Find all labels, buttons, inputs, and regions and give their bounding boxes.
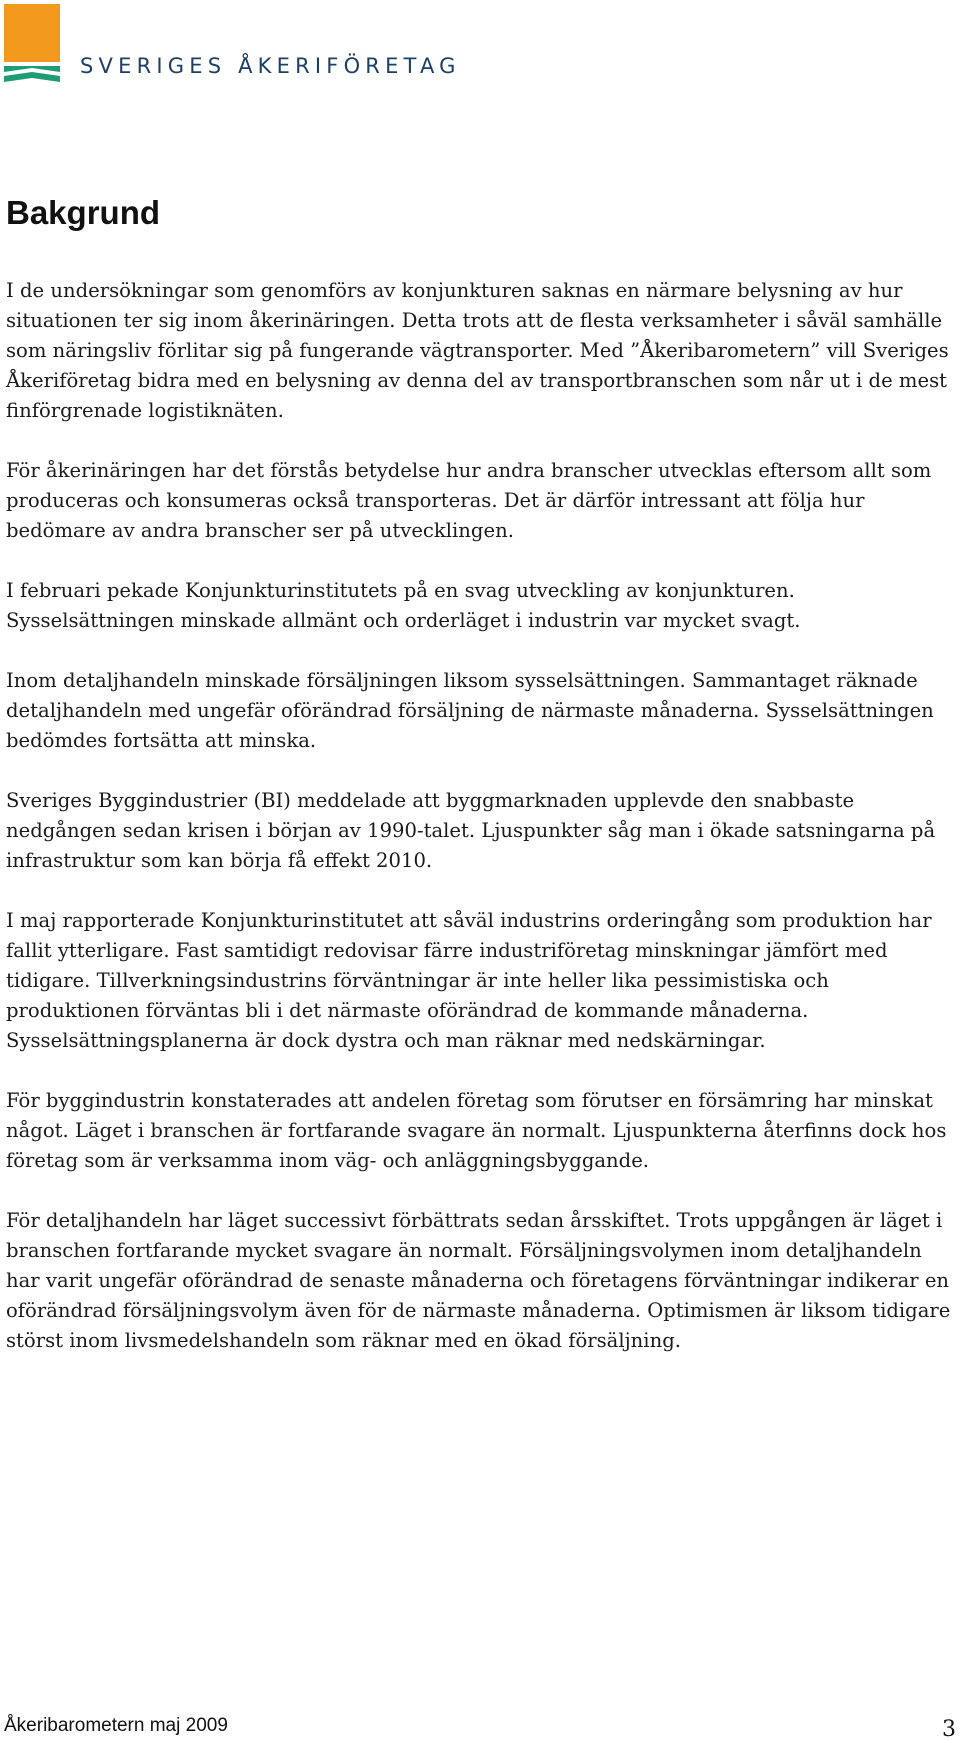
body-text <box>6 276 956 1386</box>
page-number: 3 <box>942 1717 956 1742</box>
paragraph: Inom detaljhandeln minskade försäljningen liksom sysselsättningen. Sammantaget räknade detaljhandeln med ungefär oförändrad försäljning de närmaste månaderna. Sysselsättningen bedömdes fortsätta att minska. <box>6 669 934 752</box>
section-title: Bakgrund <box>6 194 161 231</box>
paragraph: I februari pekade Konjunkturinstitutets på en svag utveckling av konjunkturen. Sysselsättningen minskade allmänt och orderläget i industrin var mycket svagt. <box>6 579 801 632</box>
paragraph: För åkerinäringen har det förstås betydelse hur andra branscher utvecklas eftersom allt som produceras och konsumeras också transporteras. Det är därför intressant att följa hur bedömare av andra branscher ser på utvecklingen. <box>6 459 932 542</box>
paragraph: Sveriges Byggindustrier (BI) meddelade att byggmarknaden upplevde den snabbaste nedgången sedan krisen i början av 1990-talet. Ljuspunkter såg man i ökade satsningarna på infrastruktur som kan börja få effekt 2010. <box>6 789 936 872</box>
logo <box>4 4 461 82</box>
paragraph: I maj rapporterade Konjunkturinstitutet att såväl industrins orderingång som produktion har fallit ytterligare. Fast samtidigt redovisar färre industriföretag minskningar jämfört med tidigare. Tillverkningsindustrins förväntningar är inte heller lika pessimistiska och produktionen förväntas bli i det närmaste oförändrad de kommande månaderna. Sysselsättningsplanerna är dock dystra och man räknar med nedskärningar. <box>6 909 932 1052</box>
paragraph: För detaljhandeln har läget successivt förbättrats sedan årsskiftet. Trots uppgången är läget i branschen fortfarande mycket svagare än normalt. Försäljningsvolymen inom detaljhandeln har varit ungefär oförändrad de senaste månaderna och företagens förväntningar indikerar en oförändrad försäljningsvolym även för de närmaste månaderna. Optimismen är liksom tidigare störst inom livsmedelshandeln som räknar med en ökad försäljning. <box>6 1209 951 1352</box>
paragraph: För byggindustrin konstaterades att andelen företag som förutser en försämring har minskat något. Läget i branschen är fortfarande svagare än normalt. Ljuspunkterna återfinns dock hos företag som är verksamma inom väg- och anläggningsbyggande. <box>6 1089 947 1172</box>
logo-mark-icon <box>4 4 60 82</box>
brand-name: SVERIGES ÅKERIFÖRETAG <box>80 54 461 78</box>
footer-publication: Åkeribarometern maj 2009 <box>4 1715 228 1736</box>
paragraph: I de undersökningar som genomförs av konjunkturen saknas en närmare belysning av hur situationen ter sig inom åkerinäringen. Detta trots att de flesta verksamheter i såväl samhälle som näringsliv förlitar sig på fungerande vägtransporter. Med ”Åkeribarometern” vill Sveriges Åkeriföretag bidra med en belysning av denna del av transportbranschen som når ut i de mest finförgrenade logistiknäten. <box>6 279 949 422</box>
